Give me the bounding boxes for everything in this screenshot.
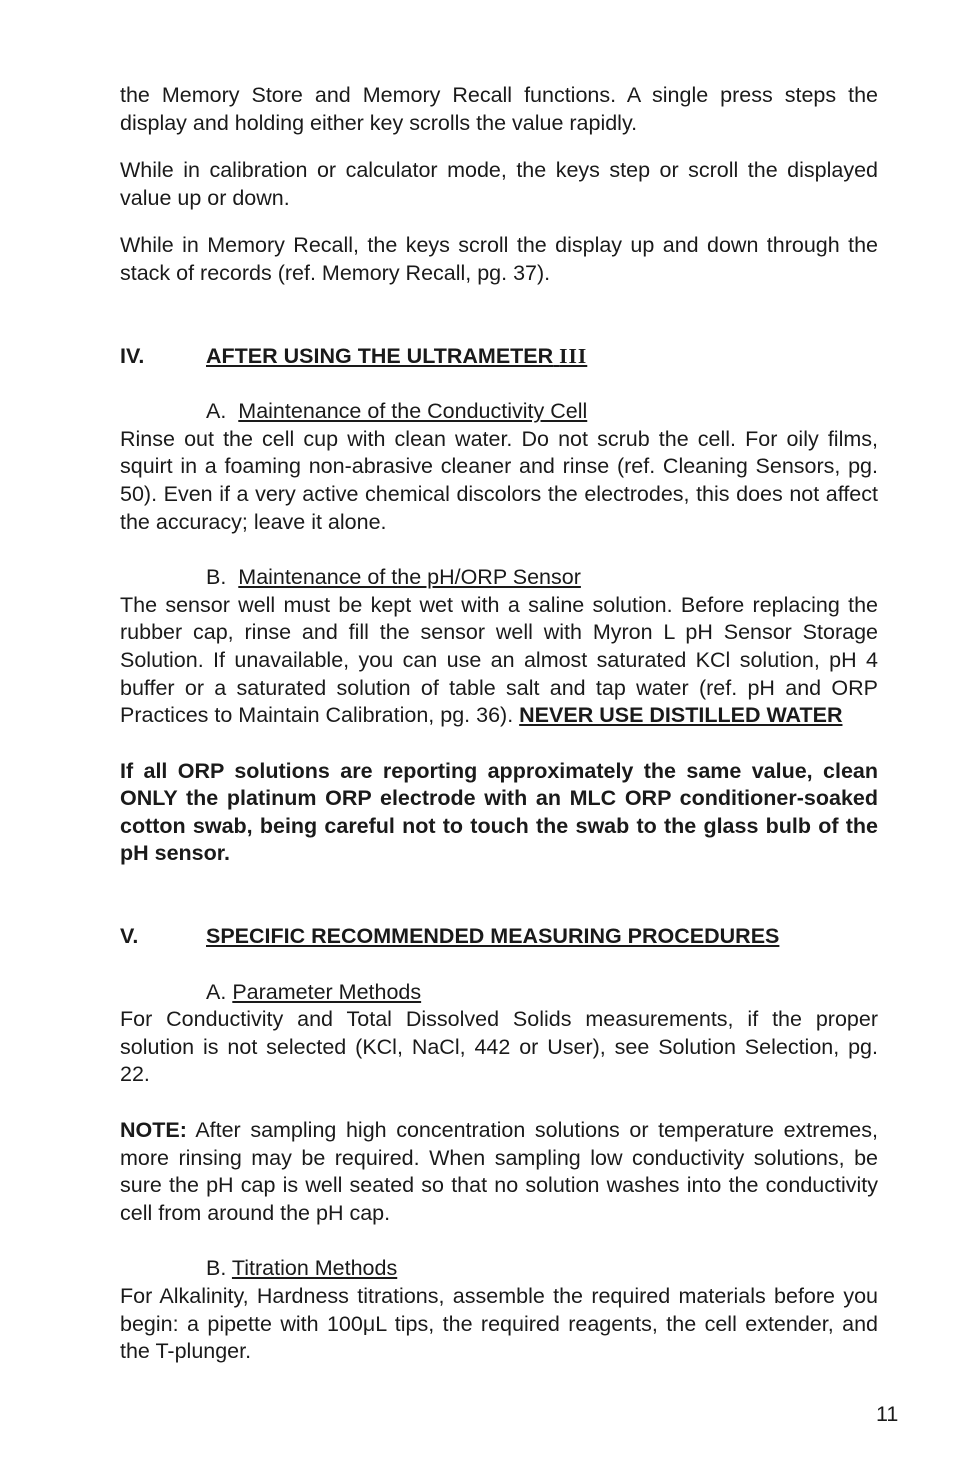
subsection-4b-title: Maintenance of the pH/ORP Sensor bbox=[238, 565, 581, 590]
section-4-heading bbox=[120, 343, 878, 371]
subsection-4b-heading bbox=[120, 564, 878, 592]
subsection-4a-heading bbox=[120, 398, 878, 426]
intro-paragraph-3: While in Memory Recall, the keys scroll the display up and down through the stack of records (ref. Memory Recall, pg. 37). bbox=[120, 233, 878, 285]
note-paragraph bbox=[120, 1117, 878, 1227]
subsection-4b-letter: B. bbox=[206, 565, 227, 590]
section-4-title bbox=[206, 343, 587, 371]
subsection-4b-body bbox=[120, 592, 878, 730]
subsection-4a-letter: A. bbox=[206, 399, 227, 424]
subsection-5a-heading bbox=[120, 979, 878, 1007]
subsection-4b-text: The sensor well must be kept wet with a saline solution. Before replacing the rubber cap, rinse and fill the sensor well with Myron L pH Sensor Storage Solution. If unavailable, you can use an almost saturated KCl solution, pH 4 buffer or a saturated solution of table salt and tap water (ref. pH and ORP Practices to Maintain Calibration, pg. 36). bbox=[120, 592, 878, 728]
ultrameter-model-mark: III bbox=[559, 343, 588, 368]
section-4-number: IV. bbox=[120, 343, 145, 368]
subsection-5a-title: Parameter Methods bbox=[232, 979, 422, 1004]
subsection-5b-body: For Alkalinity, Hardness titrations, assemble the required materials before you begin: a pipette with 100μL tips, the required reagents, the cell extender, and the T-plunger. bbox=[120, 1284, 878, 1364]
subsection-5b-heading bbox=[120, 1255, 878, 1283]
intro-paragraph-1: the Memory Store and Memory Recall functions. A single press steps the display and holding either key scrolls the value rapidly. bbox=[120, 83, 878, 135]
subsection-4a-title: Maintenance of the Conductivity Cell bbox=[238, 399, 588, 424]
note-label: NOTE: bbox=[120, 1118, 187, 1143]
subsection-5a-body: For Conductivity and Total Dissolved Solids measurements, if the proper solution is not selected (KCl, NaCl, 442 or User), see Solution Selection, pg. 22. bbox=[120, 1007, 878, 1087]
section-5-heading bbox=[120, 923, 878, 951]
section-5-title: SPECIFIC RECOMMENDED MEASURING PROCEDURES bbox=[206, 924, 780, 949]
page-number: 11 bbox=[876, 1402, 899, 1426]
subsection-5b-letter: B. bbox=[206, 1256, 227, 1281]
subsection-5b-title: Titration Methods bbox=[231, 1256, 398, 1281]
subsection-4a-body: Rinse out the cell cup with clean water. Do not scrub the cell. For oily films, squirt in a foaming non-abrasive cleaner and rinse (ref. Cleaning Sensors, pg. 50). Even if a very active chemical discolors the electrodes, this does not affect the accuracy; leave it alone. bbox=[120, 426, 878, 534]
section-5-number: V. bbox=[120, 924, 139, 949]
section-4-title-text: AFTER USING THE ULTRAMETER bbox=[206, 343, 554, 368]
orp-cleaning-note: If all ORP solutions are reporting approximately the same value, clean ONLY the platinum ORP electrode with an MLC ORP conditioner-soaked cotton swab, being careful not to touch the swab to the glass bulb of the pH sensor. bbox=[120, 758, 878, 866]
intro-paragraph-2: While in calibration or calculator mode, the keys step or scroll the displayed value up or down. bbox=[120, 158, 878, 210]
subsection-5a-letter: A. bbox=[206, 979, 227, 1004]
note-body: After sampling high concentration solutions or temperature extremes, more rinsing may be required. When sampling low conductivity solutions, be sure the pH cap is well seated so that no solution washes into the conductivity cell from around the pH cap. bbox=[120, 1118, 878, 1225]
distilled-water-warning: NEVER USE DISTILLED WATER bbox=[519, 703, 843, 728]
page-content bbox=[120, 82, 878, 1366]
